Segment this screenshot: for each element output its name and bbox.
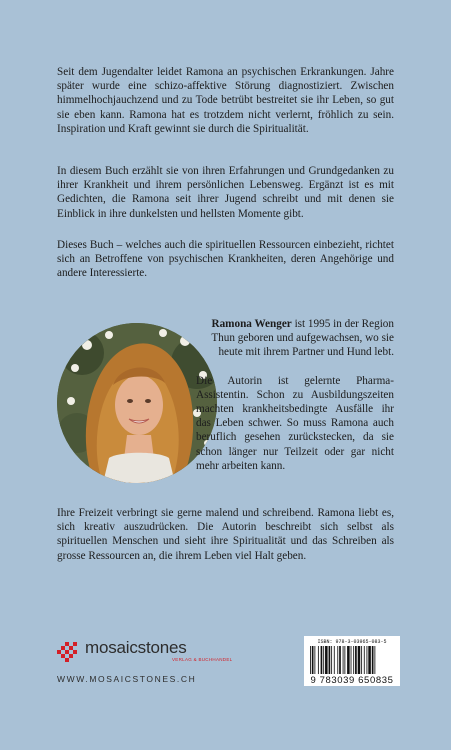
barcode-bar — [312, 646, 314, 674]
author-name: Ramona Wenger — [211, 318, 292, 330]
barcode-bar — [372, 646, 374, 674]
blurb-paragraph-2: In diesem Buch erzählt sie von ihren Erfahrungen und Grundgedanken zu ihrer Krankheit und ihrem persönlichen Lebensweg. Ergänzt ist es mit Gedichten, die Ramona seit ihrer Jugend schreibt und mit denen sie Einblick in ihre dunkelsten und hellsten Momente gibt. — [57, 165, 394, 220]
barcode-bar — [318, 646, 319, 674]
barcode-bar — [358, 646, 361, 674]
barcode-bar — [374, 646, 375, 674]
author-bio-intro-text: ist 1995 in der Region Thun geboren und aufgewachsen, wo sie heute mit ihrem Partner und Hund lebt. — [211, 318, 394, 359]
barcode-bar — [364, 646, 365, 674]
barcode-bar — [344, 646, 345, 674]
publisher-name: mosaicstones — [85, 638, 187, 657]
barcode-bar — [334, 646, 335, 674]
author-photo — [57, 323, 217, 483]
barcode-bars — [310, 646, 394, 674]
author-bio — [196, 317, 394, 473]
barcode-bar — [325, 646, 328, 674]
isbn-label: ISBN: 978-3-03965-083-5 — [317, 639, 387, 645]
barcode-bar — [353, 646, 354, 674]
barcode-bar — [339, 646, 341, 674]
barcode-bar — [347, 646, 350, 674]
barcode-bar — [361, 646, 362, 674]
barcode-bar — [321, 646, 323, 674]
barcode-bar — [355, 646, 357, 674]
author-bio-intro — [196, 317, 394, 360]
barcode-bar — [368, 646, 371, 674]
blurb-paragraph-1: Seit dem Jugendalter leidet Ramona an psychischen Erkrankungen. Jahre später wurde eine schizo-affektive Störung diagnostiziert. Zwischen himmelhochjauchzend und zu Tode betrübt bestreitet sie ihr Leben, so gut sie eben kann. Ramona hat es trotzdem nicht verlernt, fröhlich zu sein. Inspiration und Kraft gewinnt sie durch die Spiritualität. — [57, 66, 394, 135]
blurb-paragraph-4: Ihre Freizeit verbringt sie gerne malend und schreibend. Ramona liebt es, sich kreativ auszudrücken. Die Autorin beschreibt sich selbst als spirituellen Menschen und sieht ihre Spiritualität und das Schreiben als grosse Ressourcen an, die ihrem Leben viel Halt geben. — [57, 507, 394, 562]
publisher-website: WWW.MOSAICSTONES.CH — [57, 674, 197, 684]
publisher-logo — [57, 638, 233, 664]
barcode-bar — [351, 646, 352, 674]
mosaic-logo-icon — [57, 642, 81, 662]
barcode-bar — [329, 646, 331, 674]
barcode-number: 9 783039 650835 — [310, 675, 394, 686]
barcode-bar — [331, 646, 332, 674]
barcode-bar — [343, 646, 344, 674]
barcode-bar — [337, 646, 338, 674]
author-bio-career: Die Autorin ist gelernte Pharma-Assistentin. Schon zu Ausbildungszeiten machten krankheitsbedingte Ausfälle ihr das Leben schwer. So muss Ramona auch beruflich gesehen zurückstecken, da sie schon länger nur Teilzeit oder gar nicht mehr arbeiten kann. — [196, 374, 394, 472]
barcode-bar — [367, 646, 368, 674]
barcode-bar — [314, 646, 315, 674]
barcode-bar — [310, 646, 311, 674]
publisher-tagline: VERLAG & BUCHHANDEL — [172, 657, 233, 662]
isbn-barcode — [304, 636, 400, 686]
blurb-paragraph-3: Dieses Buch – welches auch die spirituellen Ressourcen einbezieht, richtet sich an Betroffene von psychischen Krankheiten, deren Angehörige und andere Interessierte. — [57, 239, 394, 280]
barcode-bar — [323, 646, 324, 674]
